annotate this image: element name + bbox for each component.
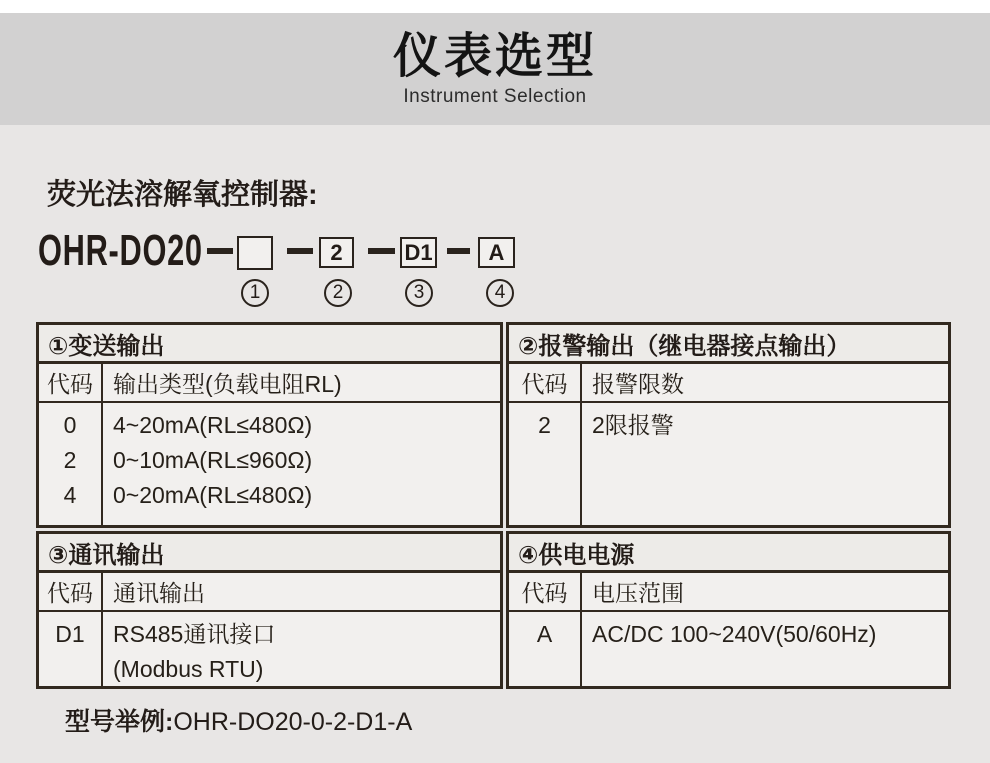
voltage-values <box>582 612 948 686</box>
column-header-row <box>509 364 948 403</box>
table-body <box>39 612 500 687</box>
type-column-header: 输出类型(负载电阻RL) <box>113 371 342 397</box>
code-value: 0 <box>63 412 77 438</box>
section-title: ④供电电源 <box>509 534 948 573</box>
code-column-header: 代码 <box>509 573 582 610</box>
column-header-row <box>509 573 948 612</box>
comm-values <box>103 612 500 687</box>
table-body <box>509 403 948 525</box>
code-value: D1 <box>55 621 85 647</box>
section-title: ①变送输出 <box>39 325 500 364</box>
code-values <box>39 403 103 525</box>
circled-number-1-icon: 1 <box>241 279 269 307</box>
model-prefix: OHR-DO20 <box>38 226 203 275</box>
circled-number-2-icon: 2 <box>324 279 352 307</box>
page-subtitle: Instrument Selection <box>403 86 587 107</box>
type-value: 0~20mA(RL≤480Ω) <box>113 482 313 508</box>
limit-column-header: 报警限数 <box>592 371 684 397</box>
model-segment-box-1 <box>237 236 273 270</box>
code-values <box>39 612 103 687</box>
column-header-row <box>39 364 500 403</box>
type-values <box>103 403 500 525</box>
code-value <box>39 652 101 687</box>
voltage-column-header: 电压范围 <box>592 580 684 606</box>
code-column-header: 代码 <box>39 573 103 610</box>
type-value: 4~20mA(RL≤480Ω) <box>113 412 313 438</box>
code-value: A <box>536 621 553 647</box>
model-segment-box-4: A <box>478 237 515 268</box>
model-segment-box-2: 2 <box>319 237 354 268</box>
code-values <box>509 612 582 686</box>
code-value: 2 <box>63 447 77 473</box>
section-transmission-output <box>36 322 503 528</box>
product-heading: 荧光法溶解氧控制器: <box>47 179 318 211</box>
top-white-strip <box>0 0 990 13</box>
model-dash <box>287 248 313 254</box>
column-header-row <box>39 573 500 612</box>
section-title: ③通讯输出 <box>39 534 500 573</box>
section-title: ②报警输出（继电器接点输出） <box>509 325 948 364</box>
model-example-value: OHR-DO20-0-2-D1-A <box>173 708 413 736</box>
code-value: 2 <box>538 412 551 438</box>
model-dash <box>368 248 395 254</box>
model-dash <box>447 248 470 254</box>
model-example <box>65 702 412 738</box>
table-body <box>39 403 500 525</box>
comm-column-header: 通讯输出 <box>113 580 205 606</box>
type-value: 0~10mA(RL≤960Ω) <box>113 447 313 473</box>
voltage-value: AC/DC 100~240V(50/60Hz) <box>592 621 877 647</box>
circled-number-3-icon: 3 <box>405 279 433 307</box>
model-example-label: 型号举例: <box>65 708 174 736</box>
code-column-header: 代码 <box>509 364 582 401</box>
table-body <box>509 612 948 686</box>
title-band <box>0 13 990 125</box>
circled-number-4-icon: 4 <box>486 279 514 307</box>
section-alarm-output <box>506 322 951 528</box>
code-value: 4 <box>63 482 77 508</box>
code-values <box>509 403 582 525</box>
comm-value: RS485通讯接口 <box>113 621 276 647</box>
section-communication-output <box>36 531 503 689</box>
page-title: 仪表选型 <box>392 30 597 83</box>
limit-values <box>582 403 948 525</box>
model-dash <box>207 248 233 254</box>
limit-value: 2限报警 <box>592 412 674 438</box>
model-segment-box-3: D1 <box>400 237 437 268</box>
comm-value: (Modbus RTU) <box>113 656 264 682</box>
section-power-supply <box>506 531 951 689</box>
code-column-header: 代码 <box>39 364 103 401</box>
